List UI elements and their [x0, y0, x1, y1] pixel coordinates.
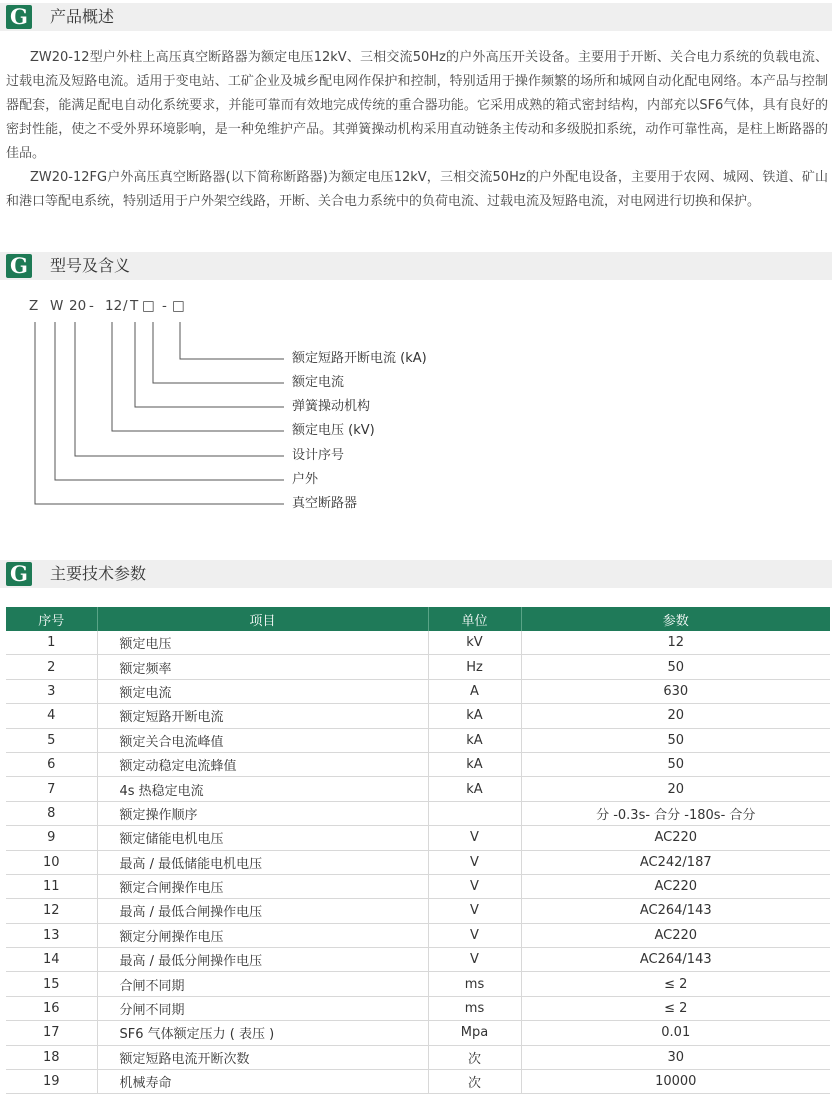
row-number-cell: 13 — [6, 923, 97, 947]
row-item-cell: 额定电流 — [97, 679, 428, 703]
section-title: 型号及含义 — [50, 256, 131, 275]
table-row — [6, 777, 830, 801]
row-value-cell: AC264/143 — [521, 899, 830, 923]
model-label-design-number: 设计序号 — [292, 448, 345, 463]
row-item-cell: 合闸不同期 — [97, 972, 428, 996]
row-number-cell: 17 — [6, 1021, 97, 1045]
table-row — [6, 899, 830, 923]
row-value-cell: 50 — [521, 752, 830, 776]
model-code-part: 12 — [105, 298, 123, 314]
row-item-cell: 额定操作顺序 — [97, 801, 428, 825]
brand-logo-icon: G — [6, 254, 32, 278]
row-value-cell: 50 — [521, 728, 830, 752]
row-number-cell: 1 — [6, 631, 97, 655]
model-code-part: - — [89, 298, 94, 314]
row-value-cell: AC264/143 — [521, 948, 830, 972]
row-number-cell: 16 — [6, 996, 97, 1020]
row-unit-cell: kA — [428, 777, 521, 801]
row-value-cell: 30 — [521, 1045, 830, 1069]
row-number-cell: 2 — [6, 655, 97, 679]
row-item-cell: 额定频率 — [97, 655, 428, 679]
model-code-part: T — [130, 298, 139, 314]
table-row — [6, 752, 830, 776]
row-item-cell: 额定短路开断电流 — [97, 704, 428, 728]
row-item-cell: 机械寿命 — [97, 1070, 428, 1094]
brand-logo-icon: G — [6, 5, 32, 29]
row-item-cell: 额定合闸操作电压 — [97, 874, 428, 898]
row-value-cell: 12 — [521, 631, 830, 655]
row-number-cell: 4 — [6, 704, 97, 728]
row-number-cell: 11 — [6, 874, 97, 898]
model-label-rated-current: 额定电流 — [292, 375, 345, 390]
model-code-tree-lines — [0, 0, 836, 520]
row-value-cell: 10000 — [521, 1070, 830, 1094]
table-body — [6, 631, 830, 1094]
row-item-cell: 最高 / 最低合闸操作电压 — [97, 899, 428, 923]
table-row — [6, 972, 830, 996]
tree-line — [135, 322, 284, 407]
row-value-cell: 630 — [521, 679, 830, 703]
row-number-cell: 8 — [6, 801, 97, 825]
row-number-cell: 14 — [6, 948, 97, 972]
row-number-cell: 19 — [6, 1070, 97, 1094]
model-label-vacuum-breaker: 真空断路器 — [292, 496, 358, 511]
row-unit-cell: kV — [428, 631, 521, 655]
row-item-cell: 4s 热稳定电流 — [97, 777, 428, 801]
row-value-cell: 20 — [521, 777, 830, 801]
table-row — [6, 1045, 830, 1069]
row-number-cell: 18 — [6, 1045, 97, 1069]
row-item-cell: SF6 气体额定压力 ( 表压 ) — [97, 1021, 428, 1045]
row-item-cell: 额定分闸操作电压 — [97, 923, 428, 947]
row-item-cell: 额定关合电流峰值 — [97, 728, 428, 752]
row-value-cell: ≤ 2 — [521, 996, 830, 1020]
row-number-cell: 6 — [6, 752, 97, 776]
table-row — [6, 679, 830, 703]
model-label-rated-voltage: 额定电压 (kV) — [292, 423, 375, 438]
model-code-part: Z — [29, 298, 39, 314]
row-value-cell: AC220 — [521, 923, 830, 947]
row-unit-cell: V — [428, 948, 521, 972]
model-code-part: - — [162, 298, 167, 314]
table-row — [6, 826, 830, 850]
row-unit-cell: V — [428, 826, 521, 850]
column-header: 参数 — [521, 607, 830, 631]
table-row — [6, 655, 830, 679]
row-unit-cell: V — [428, 899, 521, 923]
row-item-cell: 额定动稳定电流蜂值 — [97, 752, 428, 776]
model-label-breaking-current: 额定短路开断电流 (kA) — [292, 351, 427, 366]
row-unit-cell: ms — [428, 972, 521, 996]
table-row — [6, 704, 830, 728]
row-value-cell: 0.01 — [521, 1021, 830, 1045]
parameters-table — [6, 607, 830, 1094]
table-row — [6, 1070, 830, 1094]
table-row — [6, 923, 830, 947]
row-value-cell: AC220 — [521, 826, 830, 850]
column-header: 序号 — [6, 607, 97, 631]
row-unit-cell: V — [428, 874, 521, 898]
overview-paragraph-2: ZW20-12FG户外高压真空断路器(以下简称断路器)为额定电压12kV，三相交流50Hz的户外配电设备，主要用于农网、城网、铁道、矿山和港口等配电系统，特别适用于户外架空线路，开断、关合电力系统中的负荷电流、过载电流及短路电流，对电网进行切换和保护。 — [6, 170, 828, 209]
section-title: 产品概述 — [50, 7, 115, 26]
row-unit-cell: A — [428, 679, 521, 703]
row-number-cell: 3 — [6, 679, 97, 703]
table-row — [6, 996, 830, 1020]
model-code-part: 20 — [69, 298, 87, 314]
row-value-cell: 50 — [521, 655, 830, 679]
model-label-spring-mechanism: 弹簧操动机构 — [292, 399, 371, 414]
table-row — [6, 850, 830, 874]
row-unit-cell: Mpa — [428, 1021, 521, 1045]
row-item-cell: 额定短路电流开断次数 — [97, 1045, 428, 1069]
row-unit-cell: V — [428, 850, 521, 874]
tree-line — [112, 322, 284, 431]
tree-line — [153, 322, 284, 383]
model-code-part: □ — [142, 298, 155, 314]
section-title: 主要技术参数 — [50, 564, 147, 583]
row-item-cell: 额定电压 — [97, 631, 428, 655]
tree-line — [180, 322, 284, 359]
row-number-cell: 15 — [6, 972, 97, 996]
row-number-cell: 9 — [6, 826, 97, 850]
model-code-part: □ — [172, 298, 185, 314]
row-item-cell: 最高 / 最低分闸操作电压 — [97, 948, 428, 972]
overview-paragraph-1: ZW20-12型户外柱上高压真空断路器为额定电压12kV、三相交流50Hz的户外高压开关设备。主要用于开断、关合电力系统的负载电流、过载电流及短路电流。适用于变电站、工矿企业及城乡配电网作保护和控制，特别适用于操作频繁的场所和城网自动化配电网络。本产品与控制器配套，能满足配电自动化系统要求，并能可靠而有效地完成传统的重合器功能。它采用成熟的箱式密封结构，内部充以SF6气体，具有良好的密封性能，使之不受外界环境影响，是一种免维护产品。其弹簧操动机构采用直动链条主传动和多级脱扣系统，动作可靠性高，是柱上断路器的佳品。 — [6, 50, 828, 161]
row-number-cell: 10 — [6, 850, 97, 874]
row-number-cell: 12 — [6, 899, 97, 923]
table-row — [6, 948, 830, 972]
model-code-part: W — [50, 298, 64, 314]
table-row — [6, 1021, 830, 1045]
row-unit-cell: ms — [428, 996, 521, 1020]
row-value-cell: AC242/187 — [521, 850, 830, 874]
table-row — [6, 874, 830, 898]
row-number-cell: 5 — [6, 728, 97, 752]
row-value-cell: AC220 — [521, 874, 830, 898]
row-unit-cell: kA — [428, 728, 521, 752]
row-unit-cell: 次 — [428, 1070, 521, 1094]
row-number-cell: 7 — [6, 777, 97, 801]
column-header: 项目 — [97, 607, 428, 631]
table-row — [6, 631, 830, 655]
model-code-part: / — [123, 298, 128, 314]
column-header: 单位 — [428, 607, 521, 631]
table-row — [6, 728, 830, 752]
brand-logo-icon: G — [6, 562, 32, 586]
row-value-cell: ≤ 2 — [521, 972, 830, 996]
row-value-cell: 分 -0.3s- 合分 -180s- 合分 — [521, 801, 830, 825]
row-item-cell: 最高 / 最低储能电机电压 — [97, 850, 428, 874]
row-unit-cell: kA — [428, 704, 521, 728]
row-unit-cell: 次 — [428, 1045, 521, 1069]
section-header-params — [0, 560, 832, 588]
row-unit-cell — [428, 801, 521, 825]
row-item-cell: 分闸不同期 — [97, 996, 428, 1020]
row-value-cell: 20 — [521, 704, 830, 728]
row-unit-cell: V — [428, 923, 521, 947]
tree-line — [35, 322, 284, 504]
row-item-cell: 额定储能电机电压 — [97, 826, 428, 850]
row-unit-cell: Hz — [428, 655, 521, 679]
row-unit-cell: kA — [428, 752, 521, 776]
table-header-row — [6, 607, 830, 631]
table-row — [6, 801, 830, 825]
model-label-outdoor: 户外 — [292, 472, 319, 487]
